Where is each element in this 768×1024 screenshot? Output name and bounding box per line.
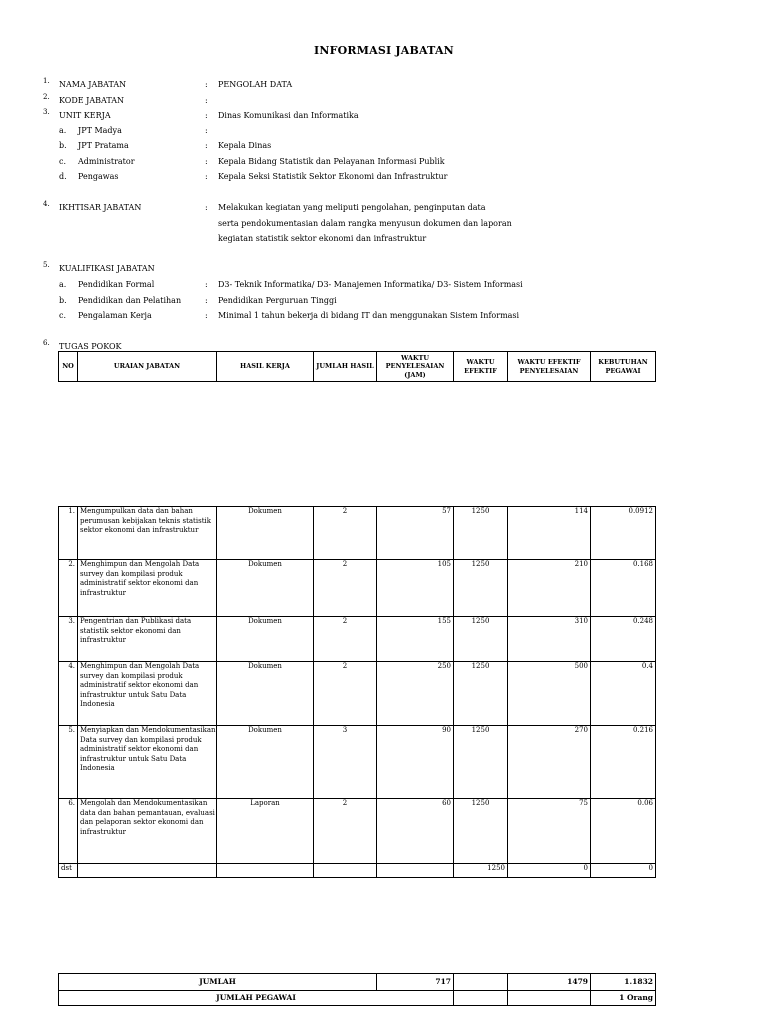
sub-value: Pendidikan Perguruan Tinggi: [218, 296, 337, 305]
cell-jumlah: 2: [314, 617, 377, 662]
field-label: NAMA JABATAN: [59, 80, 127, 89]
cell-efektif: 1250: [454, 726, 508, 799]
cell-waktu: 155: [377, 617, 454, 662]
cell-wep: 210: [508, 560, 591, 617]
cell-jumlah: 2: [314, 799, 377, 864]
pegawai-wep: [508, 991, 591, 1006]
ikhtisar-description: [218, 200, 512, 247]
sub-colon: :: [205, 296, 208, 305]
sub-label: Pengawas: [78, 172, 119, 181]
summary-table: [58, 973, 656, 1006]
cell-waktu: 57: [377, 507, 454, 560]
ikhtisar-line: serta pendokumentasian dalam rangka menyusun dokumen dan laporan: [218, 218, 512, 228]
field-value: Dinas Komunikasi dan Informatika: [218, 111, 359, 120]
header-no: NO: [59, 352, 78, 382]
field-number: 2.: [43, 93, 50, 101]
cell-efektif: 1250: [454, 507, 508, 560]
table-row: [59, 507, 656, 560]
cell-efektif: 1250: [454, 617, 508, 662]
cell-no: 1.: [59, 507, 78, 560]
cell-no: 2.: [59, 560, 78, 617]
jumlah-kebutuhan: 1.1832: [591, 974, 656, 991]
table-row: [59, 560, 656, 617]
sub-value: Kepala Seksi Statistik Sektor Ekonomi dan Infrastruktur: [218, 172, 448, 181]
field-colon: :: [205, 80, 208, 89]
sub-label: JPT Pratama: [78, 141, 129, 150]
field-number: 1.: [43, 77, 50, 85]
cell-jumlah: 2: [314, 662, 377, 726]
sub-colon: :: [205, 311, 208, 320]
sub-letter: c.: [59, 311, 67, 320]
field-label: KODE JABATAN: [59, 96, 124, 105]
sub-value: Kepala Dinas: [218, 141, 272, 150]
field-label: UNIT KERJA: [59, 111, 111, 120]
field-label: IKHTISAR JABATAN: [59, 203, 142, 212]
ikhtisar-line: kegiatan statistik sektor ekonomi dan infrastruktur: [218, 234, 427, 243]
field-number: 3.: [43, 108, 50, 116]
field-colon: :: [205, 203, 208, 212]
table-row: [59, 726, 656, 799]
field-number: 4.: [43, 200, 50, 208]
sub-letter: a.: [59, 280, 67, 289]
header-waktu-efektif: WAKTU EFEKTIF: [454, 352, 508, 382]
cell-uraian: Mengumpulkan data dan bahan perumusan kebijakan teknis statistik sektor ekonomi dan infrastruktur: [78, 507, 217, 560]
pegawai-value: 1 Orang: [591, 991, 656, 1006]
cell-wep: 75: [508, 799, 591, 864]
pegawai-label: JUMLAH PEGAWAI: [59, 991, 454, 1006]
sub-value: Minimal 1 tahun bekerja di bidang IT dan menggunakan Sistem Informasi: [218, 311, 520, 320]
cell-jumlah: 2: [314, 560, 377, 617]
cell-waktu: 250: [377, 662, 454, 726]
tugas-pokok-header-table: [58, 351, 656, 382]
jumlah-waktu: 717: [377, 974, 454, 991]
summary-row-jumlah: [59, 974, 656, 991]
cell-hasil: Dokumen: [217, 560, 314, 617]
header-uraian-jabatan: URAIAN JABATAN: [78, 352, 217, 382]
cell-no: 3.: [59, 617, 78, 662]
field-value: PENGOLAH DATA: [218, 80, 293, 89]
tugas-pokok-data-table: [58, 506, 656, 878]
header-kebutuhan-pegawai: KEBUTUHAN PEGAWAI: [591, 352, 656, 382]
cell-uraian: Pengentrian dan Publikasi data statistik sektor ekonomi dan infrastruktur: [78, 617, 217, 662]
cell-wep: 310: [508, 617, 591, 662]
cell-hasil: Dokumen: [217, 662, 314, 726]
sub-letter: d.: [59, 172, 67, 181]
header-hasil-kerja: HASIL KERJA: [217, 352, 314, 382]
sub-colon: :: [205, 157, 208, 166]
cell-uraian: Menghimpun dan Mengolah Data survey dan kompilasi produk administratif sektor ekonomi dan infrastruktur untuk Satu Data Indonesia: [78, 662, 217, 726]
cell-waktu: 90: [377, 726, 454, 799]
ikhtisar-line: Melakukan kegiatan yang meliputi pengolahan, penginputan data: [218, 203, 486, 212]
sub-colon: :: [205, 126, 208, 135]
cell-efektif: 1250: [454, 662, 508, 726]
field-label: KUALIFIKASI JABATAN: [59, 264, 155, 273]
cell-kebutuhan: 0.06: [591, 799, 656, 864]
cell-jumlah: [314, 864, 377, 878]
field-colon: :: [205, 96, 208, 105]
table-row: [59, 662, 656, 726]
cell-uraian: Menghimpun dan Mengolah Data survey dan kompilasi produk administratif sektor ekonomi dan infrastruktur: [78, 560, 217, 617]
sub-letter: b.: [59, 141, 67, 150]
cell-no: 5.: [59, 726, 78, 799]
cell-jumlah: 3: [314, 726, 377, 799]
cell-hasil: Dokumen: [217, 617, 314, 662]
sub-value: Kepala Bidang Statistik dan Pelayanan Informasi Publik: [218, 157, 445, 166]
cell-efektif: 1250: [454, 799, 508, 864]
sub-label: JPT Madya: [78, 126, 122, 135]
document-title: INFORMASI JABATAN: [314, 44, 454, 57]
cell-hasil: Laporan: [217, 799, 314, 864]
cell-uraian: [78, 864, 217, 878]
sub-value: D3- Teknik Informatika/ D3- Manajemen Informatika/ D3- Sistem Informasi: [218, 280, 523, 289]
cell-hasil: [217, 864, 314, 878]
jumlah-label: JUMLAH: [59, 974, 377, 991]
cell-wep: 500: [508, 662, 591, 726]
header-waktu-efektif-penyelesaian: WAKTU EFEKTIF PENYELESAIAN: [508, 352, 591, 382]
cell-uraian: Menyiapkan dan Mendokumentasikan Data survey dan kompilasi produk administratif sektor ekonomi dan infrastruktur untuk Satu Data Indonesia: [78, 726, 217, 799]
sub-label: Pendidikan dan Pelatihan: [78, 296, 182, 305]
table-row: [59, 799, 656, 864]
sub-colon: :: [205, 172, 208, 181]
cell-efektif: 1250: [454, 560, 508, 617]
sub-colon: :: [205, 141, 208, 150]
header-waktu-penyelesaian: WAKTU PENYELESAIAN (JAM): [377, 352, 454, 382]
sub-letter: a.: [59, 126, 67, 135]
cell-hasil: Dokumen: [217, 726, 314, 799]
cell-wep: 0: [508, 864, 591, 878]
table-row-dst: [59, 864, 656, 878]
cell-waktu: [377, 864, 454, 878]
cell-wep: 114: [508, 507, 591, 560]
field-label: TUGAS POKOK: [59, 342, 122, 351]
field-number: 6.: [43, 339, 50, 347]
sub-label: Pendidikan Formal: [78, 280, 155, 289]
cell-kebutuhan: 0.168: [591, 560, 656, 617]
cell-kebutuhan: 0.4: [591, 662, 656, 726]
cell-efektif: 1250: [454, 864, 508, 878]
header-jumlah-hasil: JUMLAH HASIL: [314, 352, 377, 382]
cell-no: 4.: [59, 662, 78, 726]
cell-no: dst: [59, 864, 78, 878]
cell-hasil: Dokumen: [217, 507, 314, 560]
jumlah-efektif: [454, 974, 508, 991]
sub-letter: c.: [59, 157, 67, 166]
cell-jumlah: 2: [314, 507, 377, 560]
field-colon: :: [205, 111, 208, 120]
sub-label: Pengalaman Kerja: [78, 311, 152, 320]
cell-waktu: 105: [377, 560, 454, 617]
cell-kebutuhan: 0: [591, 864, 656, 878]
cell-waktu: 60: [377, 799, 454, 864]
jumlah-wep: 1479: [508, 974, 591, 991]
cell-no: 6.: [59, 799, 78, 864]
sub-letter: b.: [59, 296, 67, 305]
cell-kebutuhan: 0.0912: [591, 507, 656, 560]
cell-uraian: Mengolah dan Mendokumentasikan data dan bahan pemantauan, evaluasi dan pelaporan sektor ekonomi dan infrastruktur: [78, 799, 217, 864]
field-number: 5.: [43, 261, 50, 269]
sub-label: Administrator: [78, 157, 135, 166]
cell-kebutuhan: 0.216: [591, 726, 656, 799]
summary-row-pegawai: [59, 991, 656, 1006]
table-row: [59, 617, 656, 662]
sub-colon: :: [205, 280, 208, 289]
pegawai-efektif: [454, 991, 508, 1006]
cell-kebutuhan: 0.248: [591, 617, 656, 662]
cell-wep: 270: [508, 726, 591, 799]
